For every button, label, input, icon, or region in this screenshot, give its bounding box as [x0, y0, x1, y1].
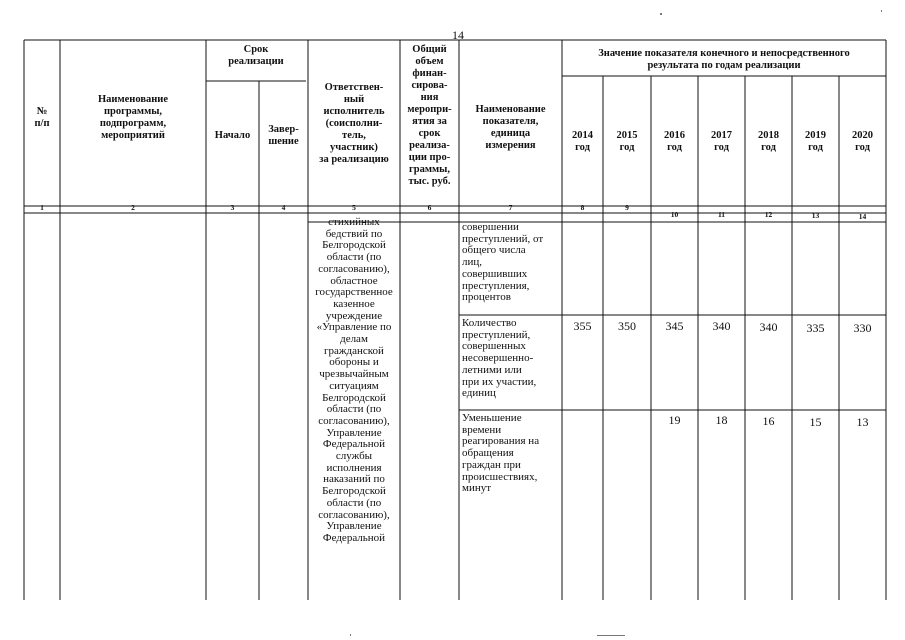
page-number: 14 [452, 28, 464, 42]
col-number: 2 [131, 203, 135, 212]
value-cell: 350 [618, 319, 636, 333]
indicator-cell: совершении преступлений, от общего числа лиц, совершивших преступления, процентов [462, 221, 544, 304]
value-cell: 345 [665, 319, 684, 333]
scan-speck [881, 10, 882, 12]
year-2018: 2018 год [758, 130, 779, 153]
col-number: 10 [670, 210, 679, 219]
year-2017: 2017 год [711, 130, 732, 153]
year-2019: 2019 год [805, 130, 826, 153]
scan-speck [350, 634, 351, 636]
year-2016: 2016 год [664, 130, 685, 153]
header-executor: Ответствен- ный исполнитель (соисполни- тель, участник) за реализацию [319, 82, 389, 165]
col-number: 5 [352, 203, 356, 212]
header-values-group: Значение показателя конечного и непосредственного результата по годам реализации [598, 48, 850, 71]
indicator-cell: Количество преступлений, совершенных несовершенно- летними или при их участии, единиц [462, 317, 537, 400]
value-cell: 16 [762, 414, 775, 428]
col-number: 4 [281, 203, 286, 212]
col-number: 14 [858, 212, 867, 221]
col-number: 11 [717, 210, 726, 219]
header-num: № п/п [34, 106, 50, 129]
value-cell: 330 [853, 321, 872, 335]
header-indicator-name: Наименование показателя, единица измерения [475, 104, 546, 151]
col-number: 9 [625, 203, 629, 212]
header-end: Завер- шение [268, 124, 299, 147]
header-period: Срок реализации [228, 44, 284, 67]
value-cell: 340 [759, 320, 778, 334]
scan-speck [597, 635, 625, 636]
value-cell: 19 [668, 413, 681, 427]
year-2020: 2020 год [852, 130, 873, 153]
year-2014: 2014 год [572, 130, 593, 153]
value-cell: 13 [856, 415, 869, 429]
col-number: 3 [230, 203, 235, 212]
value-cell: 355 [573, 319, 592, 333]
indicator-cell: Уменьшение времени реагирования на обращения граждан при происшествиях, минут [462, 412, 540, 495]
header-program-name: Наименование программы, подпрограмм, мероприятий [98, 94, 168, 141]
col-number: 7 [508, 203, 513, 212]
col-number: 6 [427, 203, 432, 212]
col-number: 13 [811, 211, 820, 220]
value-cell: 335 [806, 321, 825, 335]
value-cell: 15 [809, 415, 822, 429]
header-start: Начало [214, 130, 251, 141]
value-cell: 340 [712, 319, 731, 333]
value-cell: 18 [715, 413, 728, 427]
scan-speck [660, 13, 662, 15]
col-number: 1 [40, 203, 44, 212]
col-number: 12 [764, 210, 773, 219]
executor-cell: стихийных бедствий по Белгородской области (по согласованию), областное государственное казенное учреждение «Управление по делам гражданской обороны и чрезвычайным ситуациям Белгородской области (по согласованию), Управление Федеральной службы исполнения наказаний по Белгородской области (по согласованию), Управление Федеральной [315, 216, 393, 544]
col-number: 8 [580, 203, 585, 212]
year-2015: 2015 год [616, 130, 638, 153]
header-volume: Общий объем финан- сирова- ния меропри- ятия за срок реализа- ции про- граммы, тыс. руб. [407, 44, 452, 187]
